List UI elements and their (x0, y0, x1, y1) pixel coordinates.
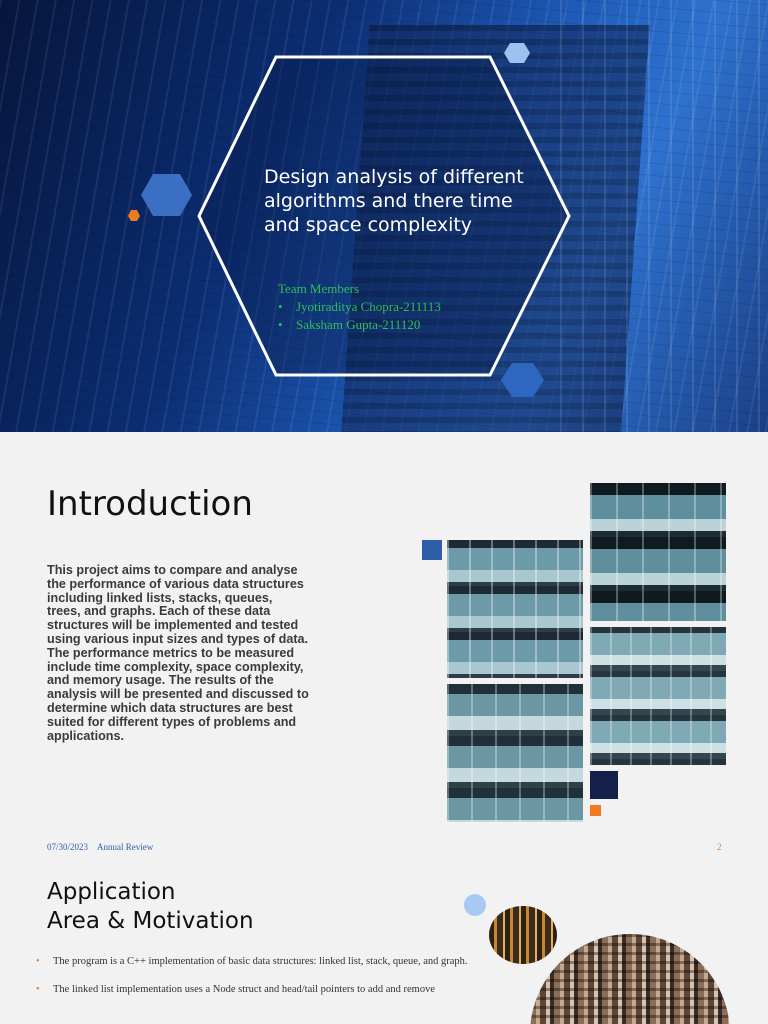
footer-date: 07/30/2023 (47, 842, 89, 852)
city-photo-circle-small (489, 906, 557, 964)
presentation-title: Design analysis of different algorithms and there time and space complexity (264, 166, 524, 236)
building-photo-tile (590, 627, 726, 765)
city-photo-circle-large (530, 934, 730, 1024)
hexagon-bottom (501, 363, 544, 397)
orange-hexagon (128, 210, 140, 221)
footer-label: Annual Review (97, 842, 154, 852)
team-member: • Jyotiraditya Chopra-211113 (278, 298, 441, 316)
slide-title-line: Area & Motivation (47, 908, 254, 934)
team-heading: Team Members (278, 281, 360, 296)
small-hexagon-top-right (504, 43, 530, 63)
bullet-list (36, 952, 476, 1008)
bullet-item: • The program is a C++ implementation of basic data structures: linked list, stack, queue, and graph. (36, 952, 476, 972)
application-slide (0, 864, 768, 1024)
bullet-item: • The linked list implementation uses a Node struct and head/tail pointers to add and remove (36, 980, 476, 1000)
building-photo-tile (590, 483, 726, 621)
orange-square-decoration (590, 805, 601, 816)
team-members-block (278, 280, 441, 334)
slide-title-line: Application (47, 879, 176, 905)
slide-title: Introduction (47, 484, 253, 524)
building-photo-tile (447, 684, 583, 822)
introduction-slide (0, 432, 768, 864)
blue-square-decoration (422, 540, 442, 560)
navy-square-decoration (590, 771, 618, 799)
team-member-list (278, 298, 441, 334)
building-photo-tile (447, 540, 583, 678)
team-member: • Saksham Gupta-211120 (278, 316, 441, 334)
introduction-body: This project aims to compare and analyse the performance of various data structures including linked lists, stacks, queues, trees, and graphs. Each of these data structures will be implemented and tested using various input sizes and types of data. The performance metrics to be measured include time complexity, space complexity, and memory usage. The results of the analysis will be presented and discussed to determine which data structures are best suited for different types of problems and applications. (47, 563, 309, 743)
hexagon-left (141, 174, 192, 216)
light-blue-circle-decoration (464, 894, 486, 916)
slide-title (47, 878, 254, 936)
title-slide (0, 0, 768, 432)
page-number: 2 (717, 842, 722, 852)
